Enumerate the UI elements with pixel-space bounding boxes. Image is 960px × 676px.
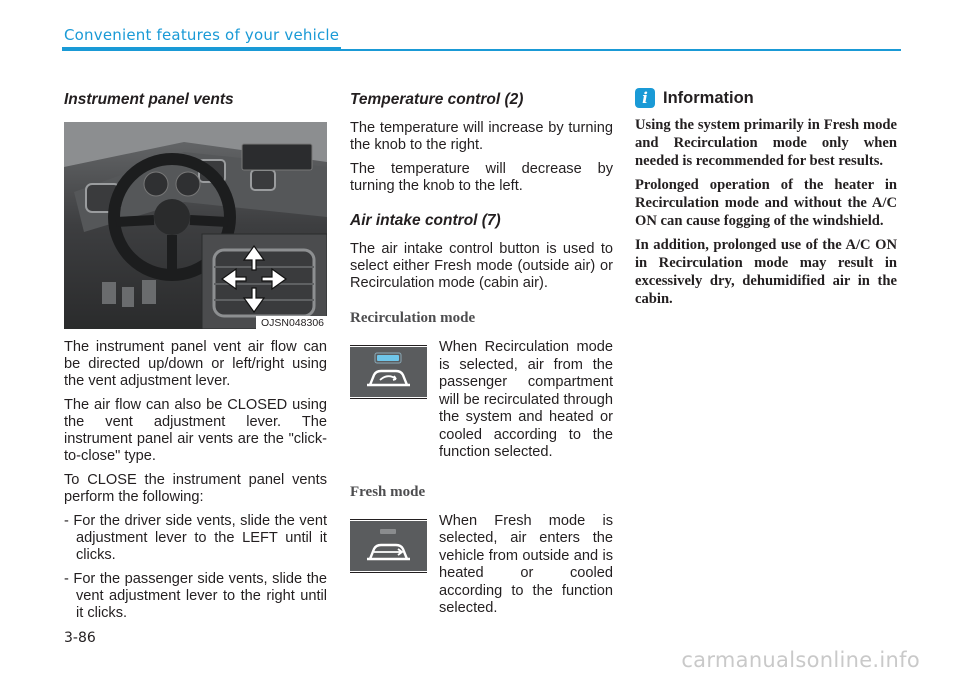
section-header: Convenient features of your vehicle bbox=[64, 26, 340, 44]
vents-paragraph-1: The instrument panel vent air flow can be directed up/down or left/right using the vent adjustment lever. bbox=[64, 339, 327, 389]
recirculation-text: When Recirculation mode is selected, air from the passenger compartment will be recirculated through the system and heated or cooled according to the function selected. bbox=[439, 339, 613, 460]
vents-bullet-passenger: - For the passenger side vents, slide the vent adjustment lever to the right until it clicks. bbox=[64, 571, 327, 621]
air-intake-paragraph: The air intake control button is used to select either Fresh mode (outside air) or Recirculation mode (cabin air). bbox=[350, 241, 613, 291]
fresh-text: When Fresh mode is selected, air enters the vehicle from outside and is heated or cooled according to the function selected. bbox=[439, 512, 613, 616]
dashboard-illustration bbox=[64, 122, 327, 329]
recirculation-heading: Recirculation mode bbox=[350, 310, 476, 326]
header-rule-thin bbox=[341, 49, 901, 51]
fresh-row bbox=[350, 513, 613, 618]
vents-heading: Instrument panel vents bbox=[64, 91, 234, 108]
information-paragraph-1: Using the system primarily in Fresh mode and Recirculation mode only when needed is recommended for best results. bbox=[635, 117, 897, 169]
information-paragraph-3: In addition, prolonged use of the A/C ON in Recirculation mode may result in excessively dry, dehumidified air in the cabin. bbox=[635, 237, 897, 307]
information-icon: i bbox=[635, 88, 655, 108]
air-intake-heading: Air intake control (7) bbox=[350, 212, 501, 229]
column-information bbox=[635, 90, 897, 314]
information-title bbox=[635, 88, 897, 108]
fresh-air-car-icon bbox=[350, 519, 427, 573]
recirculation-row bbox=[350, 339, 613, 462]
dashboard-vent-photo bbox=[64, 122, 327, 329]
vents-paragraph-3: To CLOSE the instrument panel vents perform the following: bbox=[64, 472, 327, 505]
information-paragraph-2: Prolonged operation of the heater in Recirculation mode and without the A/C ON can cause fogging of the windshield. bbox=[635, 177, 897, 229]
header-rule-thick bbox=[62, 47, 341, 51]
column-vents bbox=[64, 90, 327, 629]
temperature-paragraph-2: The temperature will decrease by turning the knob to the left. bbox=[350, 161, 613, 194]
temperature-paragraph-1: The temperature will increase by turning the knob to the right. bbox=[350, 120, 613, 153]
column-controls bbox=[350, 90, 613, 618]
information-title-text: Information bbox=[663, 88, 754, 107]
watermark: carmanualsonline.info bbox=[681, 648, 920, 672]
temperature-heading: Temperature control (2) bbox=[350, 91, 524, 108]
fresh-heading: Fresh mode bbox=[350, 483, 426, 500]
vents-bullet-driver: - For the driver side vents, slide the vent adjustment lever to the LEFT until it clicks. bbox=[64, 513, 327, 563]
page-number: 3-86 bbox=[64, 630, 96, 646]
vents-paragraph-2: The air flow can also be CLOSED using the vent adjustment lever. The instrument panel air vents are the "click-to-close" type. bbox=[64, 397, 327, 464]
photo-caption: OJSN048306 bbox=[256, 316, 327, 329]
recirculation-car-icon bbox=[350, 345, 427, 399]
